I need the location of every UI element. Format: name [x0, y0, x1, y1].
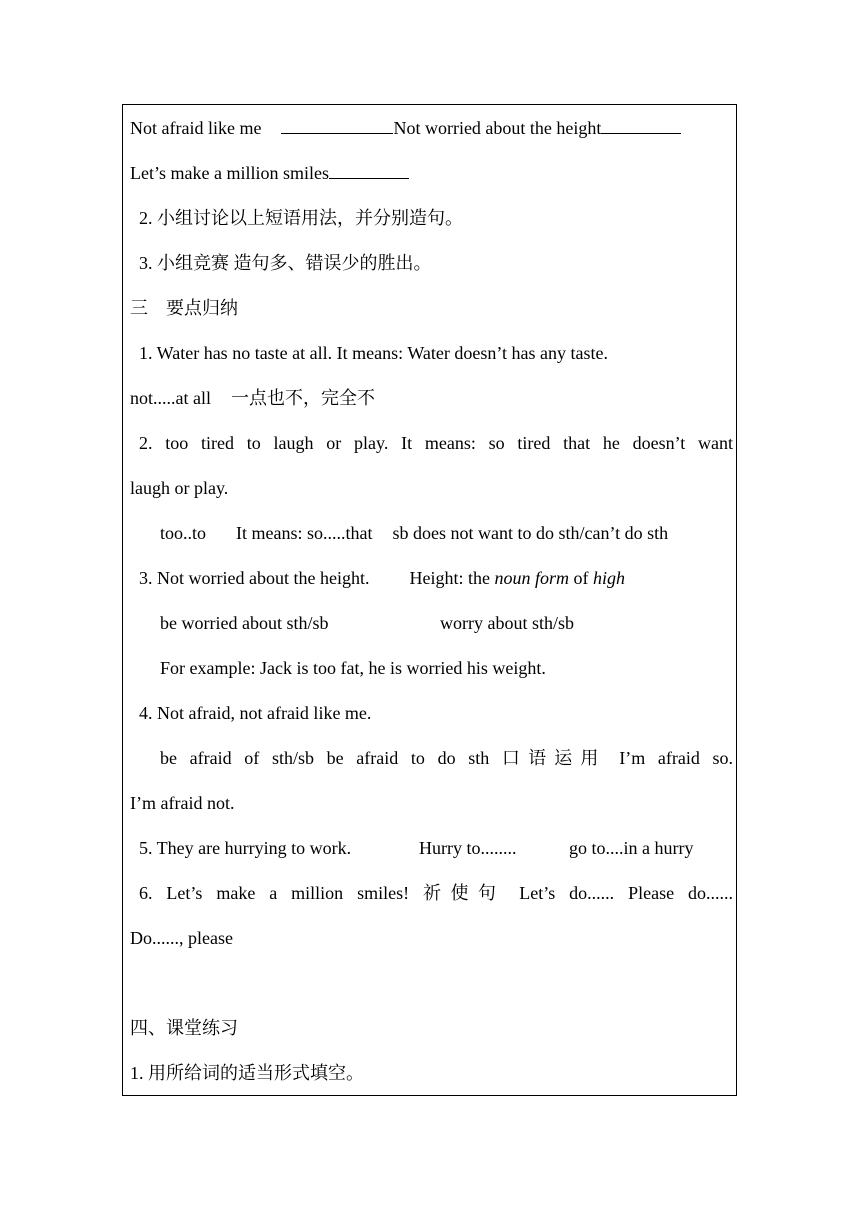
phrase-not-afraid: Not afraid like me [130, 118, 262, 138]
answer-blank [329, 160, 409, 179]
item-6-sentence [130, 879, 733, 907]
item-3-phrase-a: be worried about sth/sb [160, 613, 329, 633]
item-4-text: 4. Not afraid, not afraid like me. [139, 703, 372, 723]
item-2-text-c: laugh or play. [130, 478, 229, 498]
task-3 [130, 249, 742, 277]
exercise-1 [130, 1059, 733, 1087]
phrase-million-smiles: Let’s make a million smiles [130, 163, 329, 183]
item-6-phrase-c: Do......, please [130, 928, 233, 948]
answer-blank [601, 115, 681, 134]
item-2-meaning: It means: so.....that [236, 523, 373, 543]
item-1-phrase-line [130, 384, 733, 412]
item-4-sentence [130, 699, 742, 727]
task-2 [130, 204, 742, 232]
item-3-high: high [592, 568, 625, 588]
item-4-oral-a: I’m afraid so. [619, 748, 734, 768]
item-3-sentence [130, 564, 742, 592]
section-3-title [130, 294, 733, 322]
item-3-noun-form: noun form [494, 568, 569, 588]
item-4-oral-label: 口语运用 [501, 748, 607, 768]
item-4-phrases [130, 744, 733, 772]
item-2-text-b: It means: so tired that he doesn’t want [401, 433, 734, 453]
item-1-sentence [130, 339, 742, 367]
answer-blank [281, 115, 393, 134]
item-6-continuation [130, 924, 733, 952]
item-3-example [130, 654, 763, 682]
task-3-text: 3. 小组竞赛 造句多、错误少的胜出。 [139, 253, 432, 273]
item-1-meaning: 一点也不，完全不 [230, 388, 375, 408]
item-5-sentence [130, 834, 742, 862]
section-4-heading: 四、课堂练习 [130, 1018, 238, 1038]
item-3-text: 3. Not worried about the height. [139, 568, 370, 588]
item-3-of: of [568, 568, 593, 588]
item-4-continuation [130, 789, 733, 817]
item-2-continuation [130, 474, 733, 502]
item-6-label: 祈使句 Let’s do...... [423, 883, 615, 903]
exercise-1-text: 1. 用所给词的适当形式填空。 [130, 1063, 364, 1083]
item-6-phrase-b: Please do...... [628, 883, 734, 903]
phrase-not-worried: Not worried about the height [393, 118, 602, 138]
item-6-text: 6. Let’s make a million smiles! [139, 883, 410, 903]
item-2-phrase: too..to [160, 523, 207, 543]
item-2-phrase-line [130, 519, 763, 547]
item-4-oral-b: I’m afraid not. [130, 793, 235, 813]
item-2-text-a: 2. too tired to laugh or play. [139, 433, 389, 453]
item-5-text: 5. They are hurrying to work. [139, 838, 352, 858]
item-2-detail: sb does not want to do sth/can’t do sth [392, 523, 669, 543]
item-3-phrase-b: worry about sth/sb [440, 613, 574, 633]
item-3-example-text: For example: Jack is too fat, he is worried his weight. [160, 658, 546, 678]
vocab-line-2 [130, 159, 733, 187]
vocab-line-1 [130, 114, 733, 142]
item-5-phrase-a: Hurry to........ [419, 838, 517, 858]
item-5-phrase-b: go to....in a hurry [569, 838, 694, 858]
item-4-phrase-a: be afraid of sth/sb [160, 748, 314, 768]
item-1-phrase: not.....at all [130, 388, 211, 408]
item-4-phrase-b: be afraid to do sth [326, 748, 490, 768]
item-3-height-label: Height: the [409, 568, 495, 588]
task-2-text: 2. 小组讨论以上短语用法，并分别造句。 [139, 208, 463, 228]
section-3-heading: 三 要点归纳 [130, 298, 238, 318]
section-4-title [130, 1014, 733, 1042]
item-3-phrases [130, 609, 763, 637]
item-2-sentence [130, 429, 733, 457]
item-1-text: 1. Water has no taste at all. It means: Water doesn’t has any taste. [139, 343, 608, 363]
